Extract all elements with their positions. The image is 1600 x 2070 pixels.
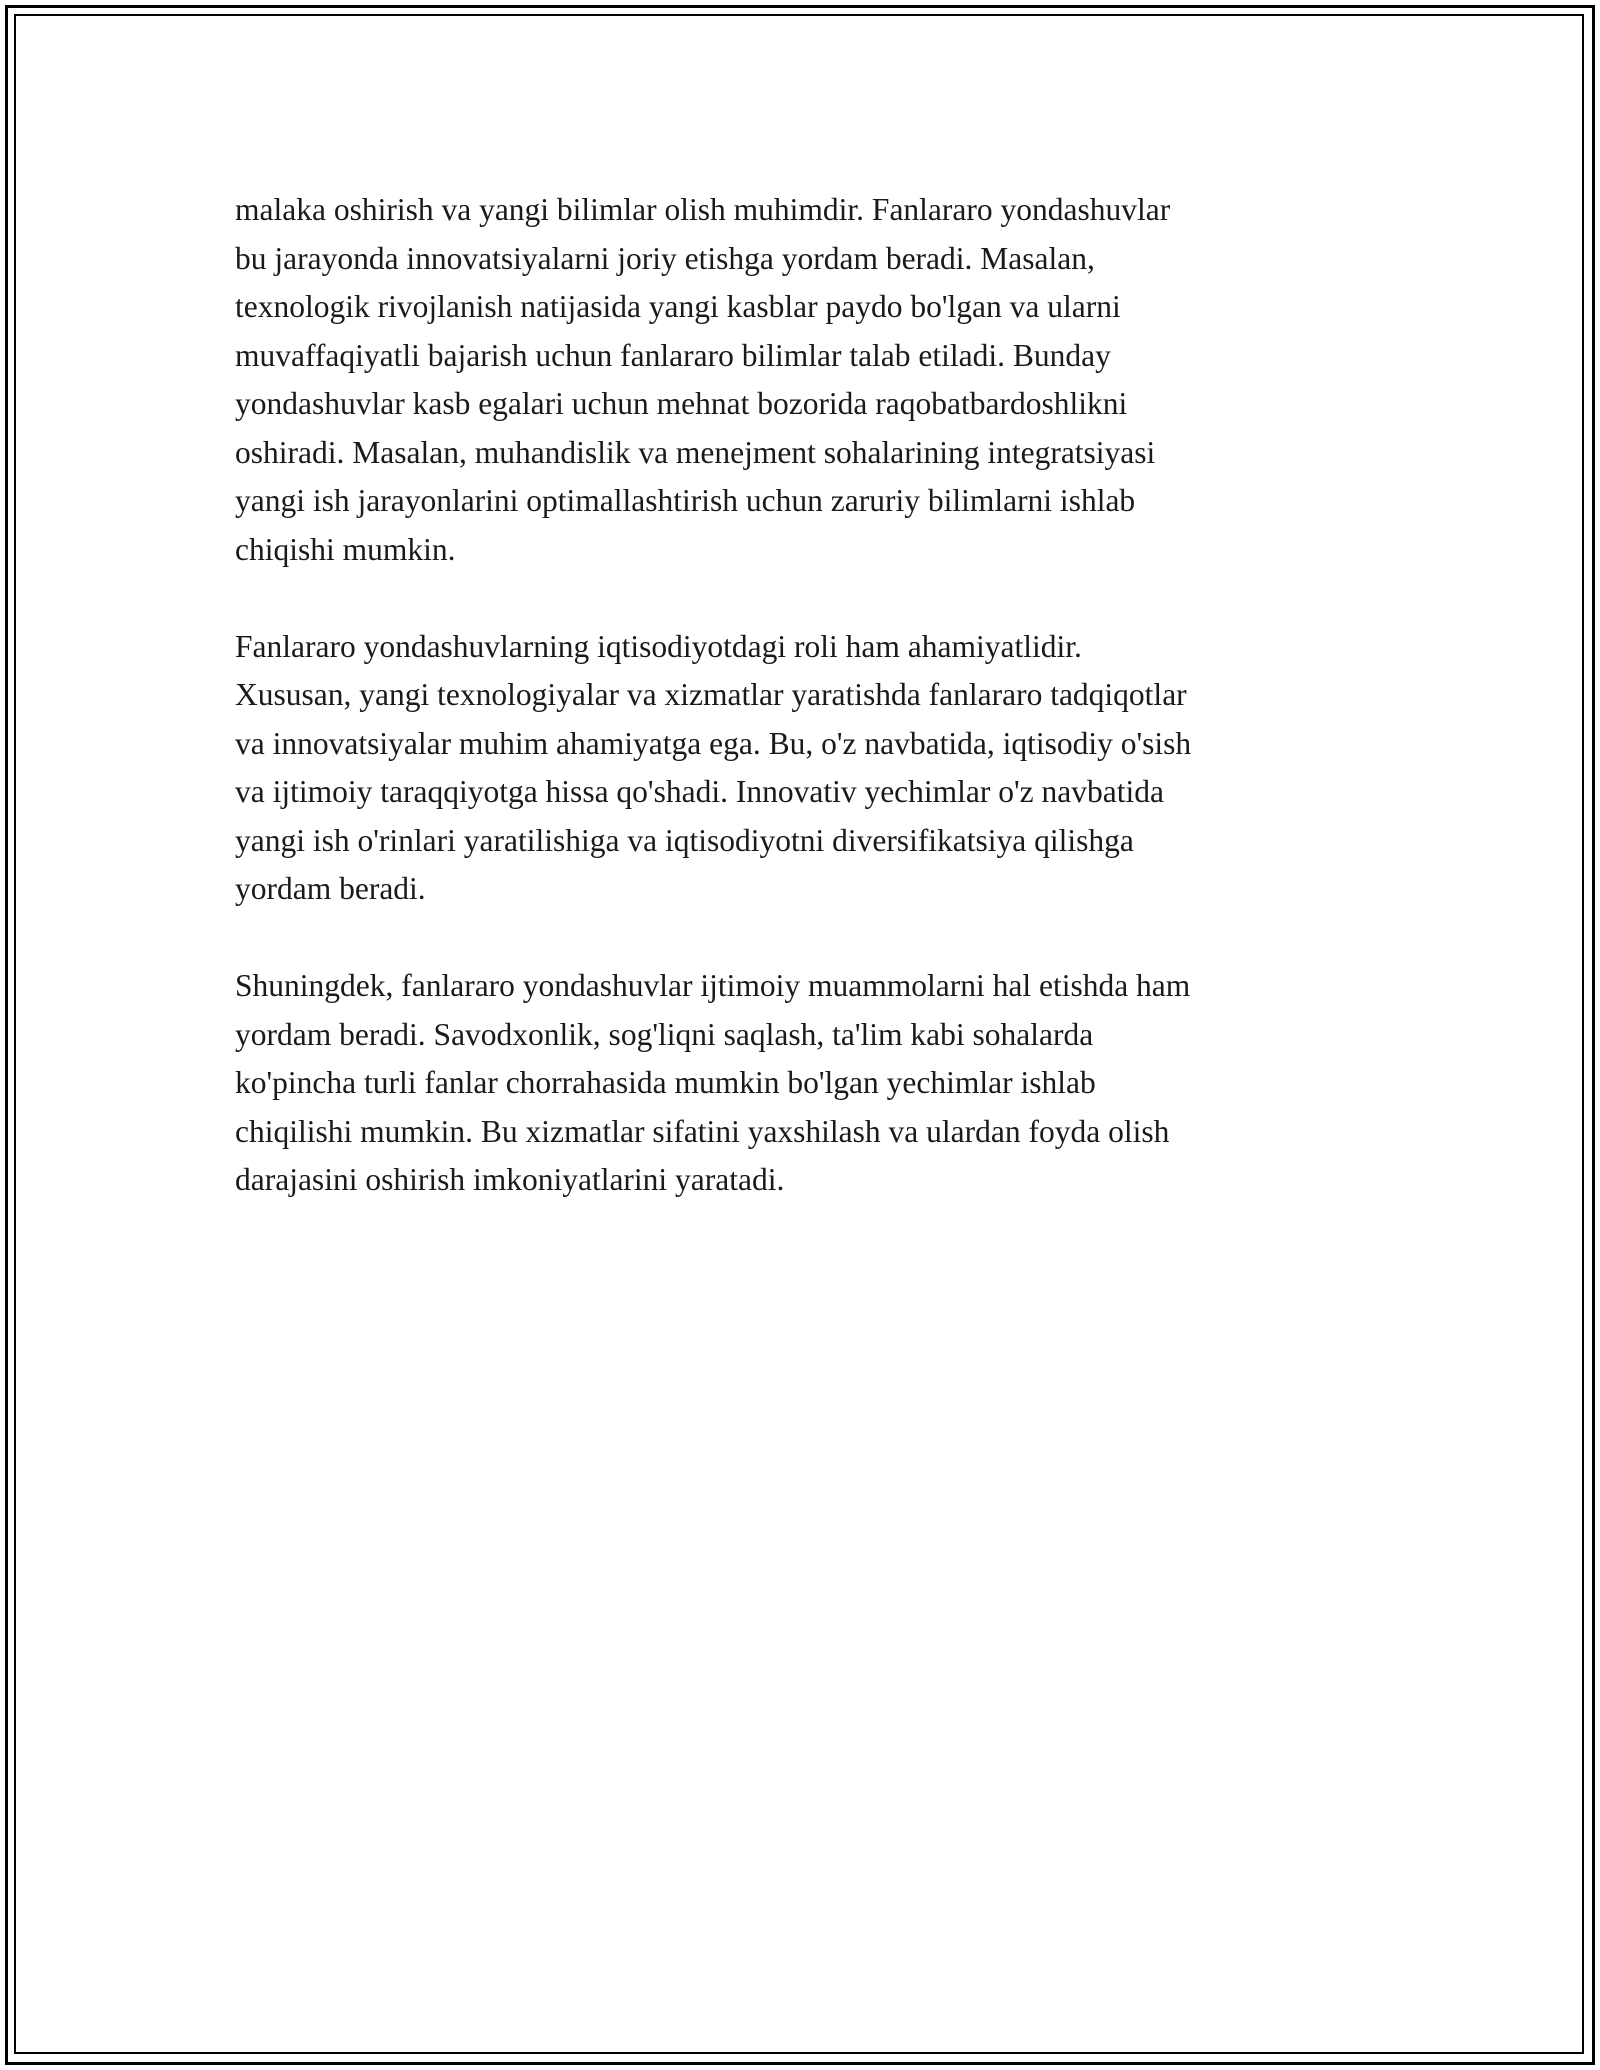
text-line: darajasini oshirish imkoniyatlarini yaratadi. (235, 1162, 785, 1197)
text-line: bu jarayonda innovatsiyalarni joriy etishga yordam beradi. Masalan, (235, 240, 1095, 276)
text-line: va innovatsiyalar muhim ahamiyatga ega. Bu, o'z navbatida, iqtisodiy o'sish (235, 725, 1192, 761)
text-line: yordam beradi. (235, 871, 426, 906)
paragraph-2 (235, 623, 1375, 914)
text-line: muvaffaqiyatli bajarish uchun fanlararo bilimlar talab etiladi. Bunday (235, 337, 1111, 373)
text-line: Xususan, yangi texnologiyalar va xizmatlar yaratishda fanlararo tadqiqotlar (235, 677, 1187, 712)
text-line: Fanlararo yondashuvlarning iqtisodiyotdagi roli ham ahamiyatlidir. (235, 628, 1082, 664)
text-line: texnologik rivojlanish natijasida yangi kasblar paydo bo'lgan va ularni (235, 289, 1121, 324)
text-line: oshiradi. Masalan, muhandislik va menejment sohalarining integratsiyasi (235, 434, 1156, 470)
paragraph-3 (235, 962, 1375, 1205)
document-body (235, 186, 1375, 1253)
text-line: yangi ish o'rinlari yaratilishiga va iqtisodiyotni diversifikatsiya qilishga (235, 822, 1134, 858)
text-line: yordam beradi. Savodxonlik, sog'liqni saqlash, ta'lim kabi sohalarda (235, 1016, 1094, 1052)
text-line: ko'pincha turli fanlar chorrahasida mumkin bo'lgan yechimlar ishlab (235, 1065, 1096, 1100)
text-line: Shuningdek, fanlararo yondashuvlar ijtimoiy muammolarni hal etishda ham (235, 968, 1191, 1003)
paragraph-1 (235, 186, 1375, 574)
text-line: yondashuvlar kasb egalari uchun mehnat bozorida raqobatbardoshlikni (235, 386, 1128, 421)
text-line: chiqilishi mumkin. Bu xizmatlar sifatini yaxshilash va ulardan foyda olish (235, 1113, 1170, 1149)
text-line: chiqishi mumkin. (235, 531, 456, 567)
text-line: yangi ish jarayonlarini optimallashtirish uchun zaruriy bilimlarni ishlab (235, 483, 1136, 518)
text-line: va ijtimoiy taraqqiyotga hissa qo'shadi. Innovativ yechimlar o'z navbatida (235, 774, 1164, 809)
text-line: malaka oshirish va yangi bilimlar olish muhimdir. Fanlararo yondashuvlar (235, 192, 1171, 227)
